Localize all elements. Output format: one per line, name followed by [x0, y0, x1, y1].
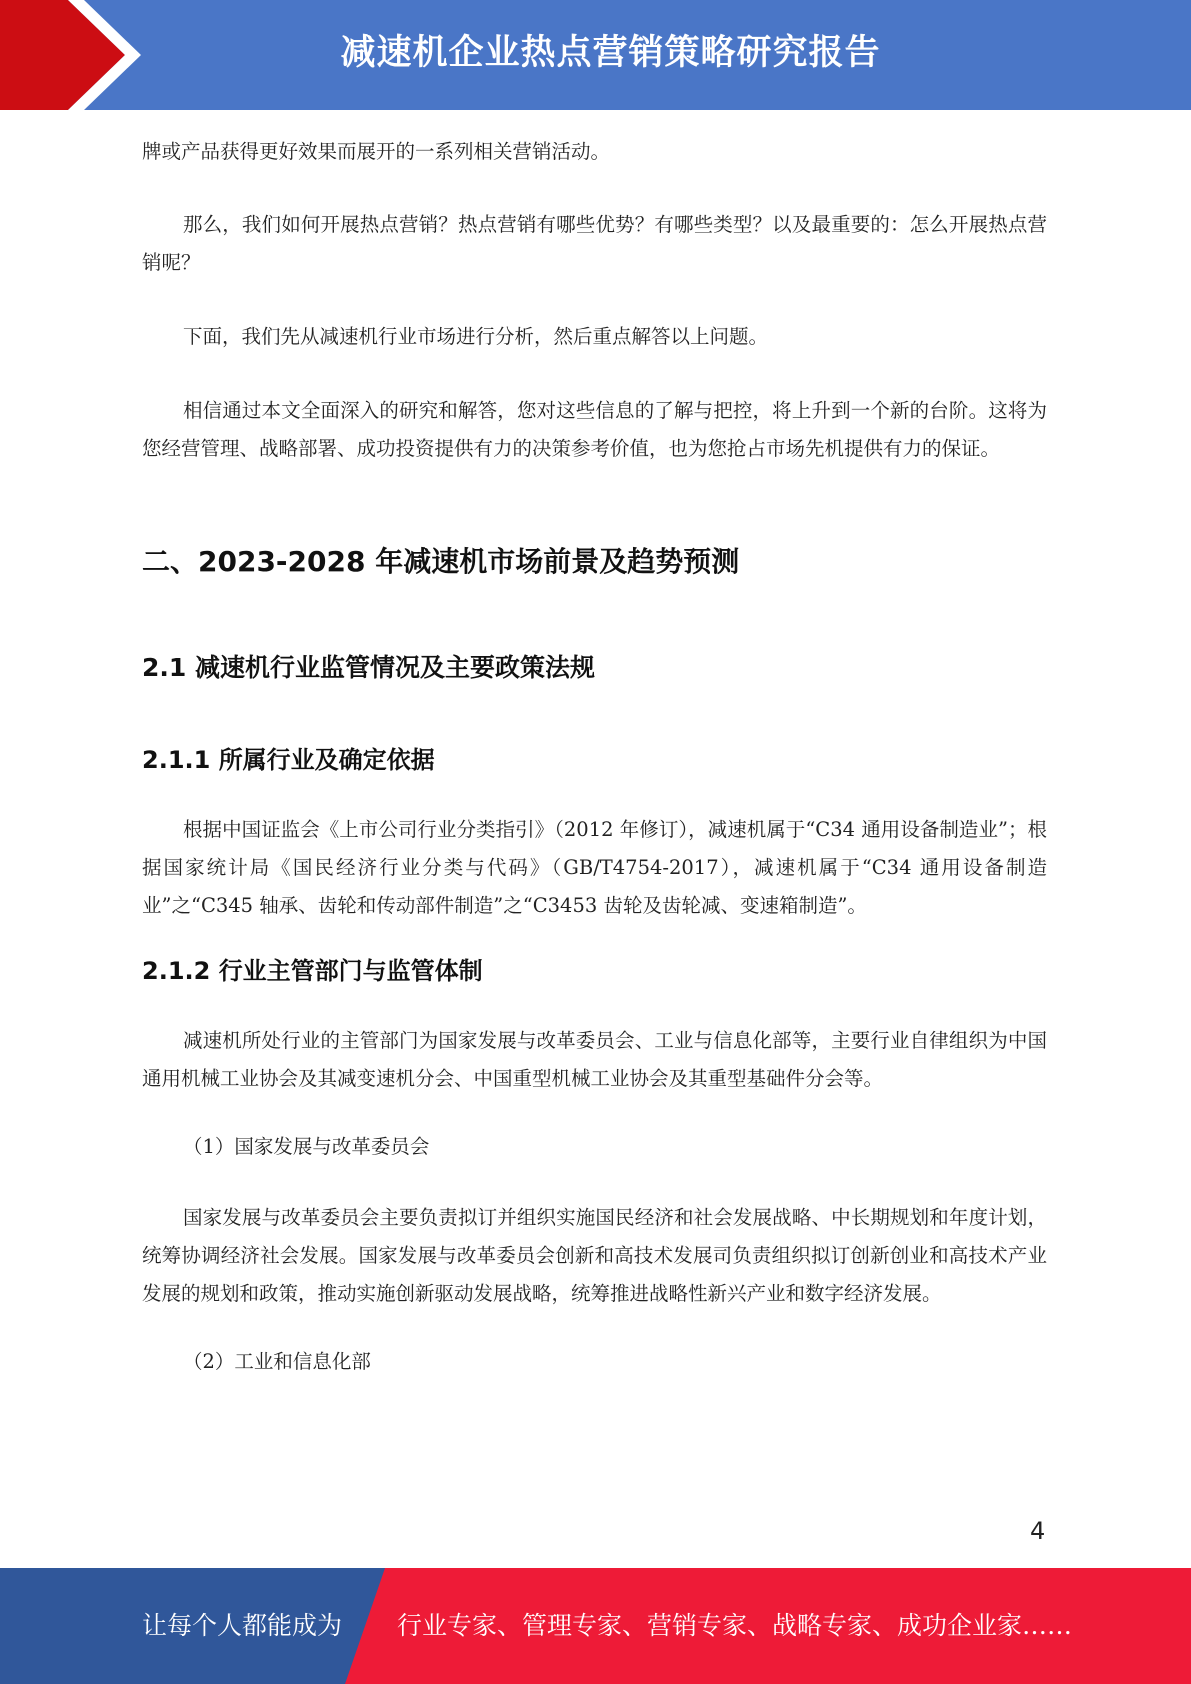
intro-paragraph-2: 那么，我们如何开展热点营销？热点营销有哪些优势？有哪些类型？以及最重要的：怎么开展热点营销呢？ [142, 213, 1047, 274]
header-banner [0, 0, 1191, 110]
section-2-1-heading: 2.1 减速机行业监管情况及主要政策法规 [142, 653, 595, 682]
intro-paragraph-4: 相信通过本文全面深入的研究和解答，您对这些信息的了解与把控，将上升到一个新的台阶。这将为您经营管理、战略部署、成功投资提供有力的决策参考价值，也为您抢占市场先机提供有力的保证。 [142, 399, 1047, 460]
intro-paragraph-1: 牌或产品获得更好效果而展开的一系列相关营销活动。 [142, 140, 611, 163]
intro-paragraph-3: 下面，我们先从减速机行业市场进行分析，然后重点解答以上问题。 [183, 325, 769, 348]
main-content [142, 128, 1047, 1381]
report-title: 减速机企业热点营销策略研究报告 [340, 33, 881, 73]
list-item-miit: （2）工业和信息化部 [183, 1350, 371, 1373]
section-2-1-1-heading: 2.1.1 所属行业及确定依据 [142, 746, 435, 774]
section-2-heading: 二、2023-2028 年减速机市场前景及趋势预测 [142, 545, 740, 578]
section-2-1-2-paragraph-1: 减速机所处行业的主管部门为国家发展与改革委员会、工业与信息化部等，主要行业自律组织为中国通用机械工业协会及其减变速机分会、中国重型机械工业协会及其重型基础件分会等。 [142, 1029, 1047, 1090]
list-item-ndrc: （1）国家发展与改革委员会 [183, 1135, 430, 1158]
footer-slogan-right: 行业专家、管理专家、营销专家、战略专家、成功企业家…… [397, 1611, 1073, 1640]
section-2-1-1-paragraph: 根据中国证监会《上市公司行业分类指引》（2012 年修订），减速机属于“C34 通用设备制造业”；根据国家统计局《国民经济行业分类与代码》（GB/T4754-2017），减速机属于“C34 通用设备制造业”之“C345 轴承、齿轮和传动部件制造”之“C3453 齿轮及齿轮减、变速箱制造”。 [142, 818, 1047, 917]
footer-slogan-left: 让每个人都能成为 [142, 1611, 343, 1640]
footer-banner [0, 1568, 1191, 1684]
page-number: 4 [1030, 1517, 1046, 1545]
section-2-1-2-heading: 2.1.2 行业主管部门与监管体制 [142, 957, 483, 985]
section-2-1-2-paragraph-2: 国家发展与改革委员会主要负责拟订并组织实施国民经济和社会发展战略、中长期规划和年度计划，统筹协调经济社会发展。国家发展与改革委员会创新和高技术发展司负责组织拟订创新创业和高技术产业发展的规划和政策，推动实施创新驱动发展战略，统筹推进战略性新兴产业和数字经济发展。 [142, 1206, 1047, 1305]
